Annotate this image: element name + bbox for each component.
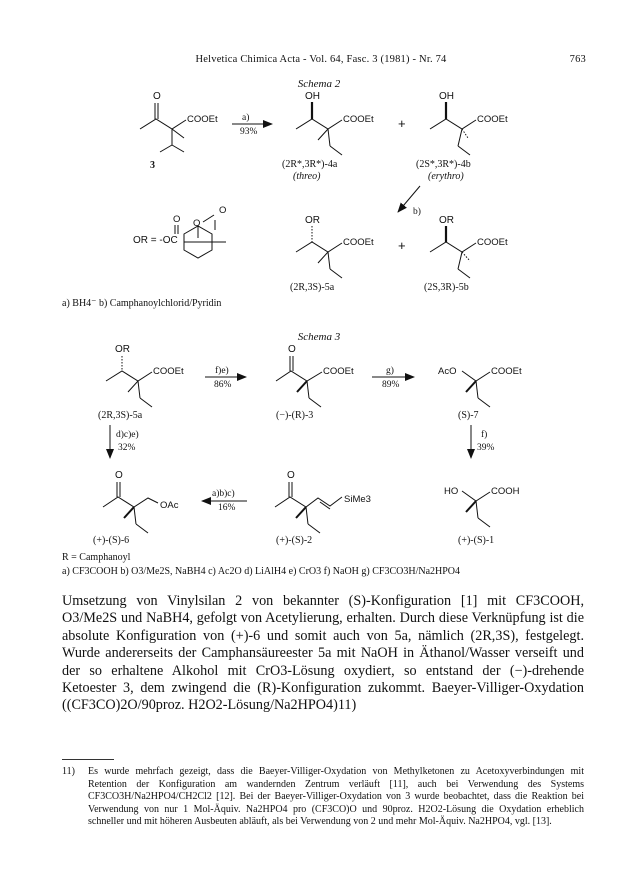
schema3-yield_f: 39% — [477, 443, 495, 453]
schema3-aco: AcO — [438, 366, 457, 377]
schema2-label_4a_sub: (threo) — [293, 171, 321, 182]
schema3-arrow_f: f) — [481, 430, 488, 440]
schema2-o: O — [173, 214, 181, 225]
schema3-yield_fe: 86% — [214, 380, 232, 390]
body-text: Umsetzung von Vinylsilan 2 von bekannter (S)-Konfiguration [1] mit CF3COOH, O3/Me2S und NaBH4, gefolgt von Acetylierung, erhalten. Durch diese Verknüpfung ist die absolute Konfiguration von (+)-6 und somit auch von 5a, nämlich (2R,3S), festgelegt. Wurde andererseits der Camphansäureester 5a mit NaOH in Äthanol/Wasser verseift und der so erhaltene Alkohol mit CrO3-Lösung oxydiert, so entstand der (−)-drehende Ketoester 3, dem zwingend die (R)-Konfiguration zukommt. Baeyer-Villiger-Oxydation ((CF3CO)2O/90proz. H2O2-Lösung/Na2HPO4)11) — [62, 593, 584, 714]
schema2-o: O — [193, 218, 201, 229]
schema3-oac: OAc — [160, 500, 179, 511]
schema3-arrow_fe: f)e) — [215, 366, 229, 376]
schema3-arrow_abc: a)b)c) — [212, 489, 235, 499]
schema3-cooh: COOH — [491, 486, 520, 497]
schema2-o: O — [153, 91, 161, 102]
schema2-arrow_yield: 93% — [240, 127, 258, 137]
footnote-rule — [62, 759, 114, 760]
s3-label-2: (+)-(S)-2 — [276, 535, 313, 546]
schema2-or_def: OR = -OC — [133, 235, 178, 246]
compound-5a-label: (2R,3S)-5a — [290, 282, 335, 293]
schema2-arrow_b: b) — [413, 207, 421, 217]
s3-structure-6 — [103, 470, 179, 533]
structure-4a — [296, 91, 374, 155]
s3-label-3: (−)-(R)-3 — [276, 410, 314, 421]
structure-3 — [140, 91, 218, 152]
body-paragraph — [62, 593, 584, 715]
plus-2: + — [398, 238, 406, 253]
compound-3-label: 3 — [150, 160, 155, 171]
schema2-cooet: COOEt — [153, 366, 184, 377]
journal-header: Helvetica Chimica Acta - Vol. 64, Fasc. 3 (1981) - Nr. 74 — [195, 54, 447, 65]
schema2-cooet: COOEt — [491, 366, 522, 377]
plus-1: + — [398, 116, 406, 131]
schema3-sime3: SiMe3 — [344, 494, 371, 505]
schema3-arrow_g: g) — [386, 366, 394, 376]
page-number: 763 — [569, 54, 586, 65]
structure-4b — [430, 91, 508, 155]
schema3-yield_g: 89% — [382, 380, 400, 390]
schema3-ho: HO — [444, 486, 459, 497]
schema2-cooet: COOEt — [477, 237, 508, 248]
structure-5b — [430, 215, 508, 278]
schema2-arrow_top: a) — [242, 113, 250, 123]
schema2-o: O — [288, 344, 296, 355]
s3-label-6: (+)-(S)-6 — [93, 535, 130, 546]
s3-structure-1 — [444, 486, 520, 527]
s3-label-7: (S)-7 — [458, 410, 479, 421]
schema2-o: O — [287, 470, 295, 481]
compound-4a-label: (2R*,3R*)-4a — [282, 159, 338, 170]
compound-5b-label: (2S,3R)-5b — [424, 282, 469, 293]
schema3-title: Schema 3 — [297, 331, 341, 343]
compound-4b-label: (2S*,3R*)-4b — [416, 159, 471, 170]
schema2-or: OR — [115, 344, 130, 355]
structure-5a — [296, 215, 374, 278]
schema2-or: OR — [439, 215, 454, 226]
footnote-mark: 11) — [62, 766, 75, 777]
schema3-yield_abc: 16% — [218, 503, 236, 513]
or-definition — [133, 205, 226, 258]
schema2-o: O — [219, 205, 227, 216]
schema2-reagents: a) BH4⁻ b) Camphanoylchlorid/Pyridin — [62, 298, 222, 309]
s3-structure-2 — [275, 470, 371, 533]
schema2-oh: OH — [305, 91, 320, 102]
schema3-r-definition: R = Camphanoyl — [62, 552, 131, 563]
s3-structure-7 — [438, 366, 522, 407]
schema2-or: OR — [305, 215, 320, 226]
schema3-yield_dce: 32% — [118, 443, 136, 453]
schema3-reagents: a) CF3COOH b) O3/Me2S, NaBH4 c) Ac2O d) LiAlH4 e) CrO3 f) NaOH g) CF3CO3H/Na2HPO4 — [62, 566, 461, 577]
schema2-title: Schema 2 — [297, 78, 341, 90]
schema2-o: O — [115, 470, 123, 481]
s3-label-1: (+)-(S)-1 — [458, 535, 495, 546]
schema2-cooet: COOEt — [187, 114, 218, 125]
schema2-cooet: COOEt — [343, 237, 374, 248]
s3-structure-5a — [106, 344, 184, 407]
schema2-label_4b_sub: (erythro) — [428, 171, 464, 182]
schema2-cooet: COOEt — [343, 114, 374, 125]
footnote — [62, 766, 584, 829]
schema2-oh: OH — [439, 91, 454, 102]
footnote-text: Es wurde mehrfach gezeigt, dass die Baeyer-Villiger-Oxydation von Methylketonen zu Acetoxyverbindungen mit Retention der Konfiguration am wandernden Zentrum verläuft [11], auch bei Verwendung des Systems CF3CO3H/Na2HPO4/CH2Cl2 [12]. Bei der Baeyer-Villiger-Oxydation von 3 wurde beobachtet, dass die Reaktion bei Verwendung von nur 1 Mol-Äquiv. Na2HPO4 pro (CF3CO)O und 90proz. H2O2-Lösung die Oxydation erheblich schneller und mit höheren Ausbeuten abläuft, als bei Verwendung von 2 und mehr Mol-Äquiv. Na2HPO4, vgl. [13]. — [88, 766, 584, 828]
schema2-cooet: COOEt — [323, 366, 354, 377]
schema2-cooet: COOEt — [477, 114, 508, 125]
schema3-arrow_dce: d)c)e) — [116, 430, 139, 440]
s3-structure-3 — [276, 344, 354, 407]
s3-label-5a: (2R,3S)-5a — [98, 410, 143, 421]
